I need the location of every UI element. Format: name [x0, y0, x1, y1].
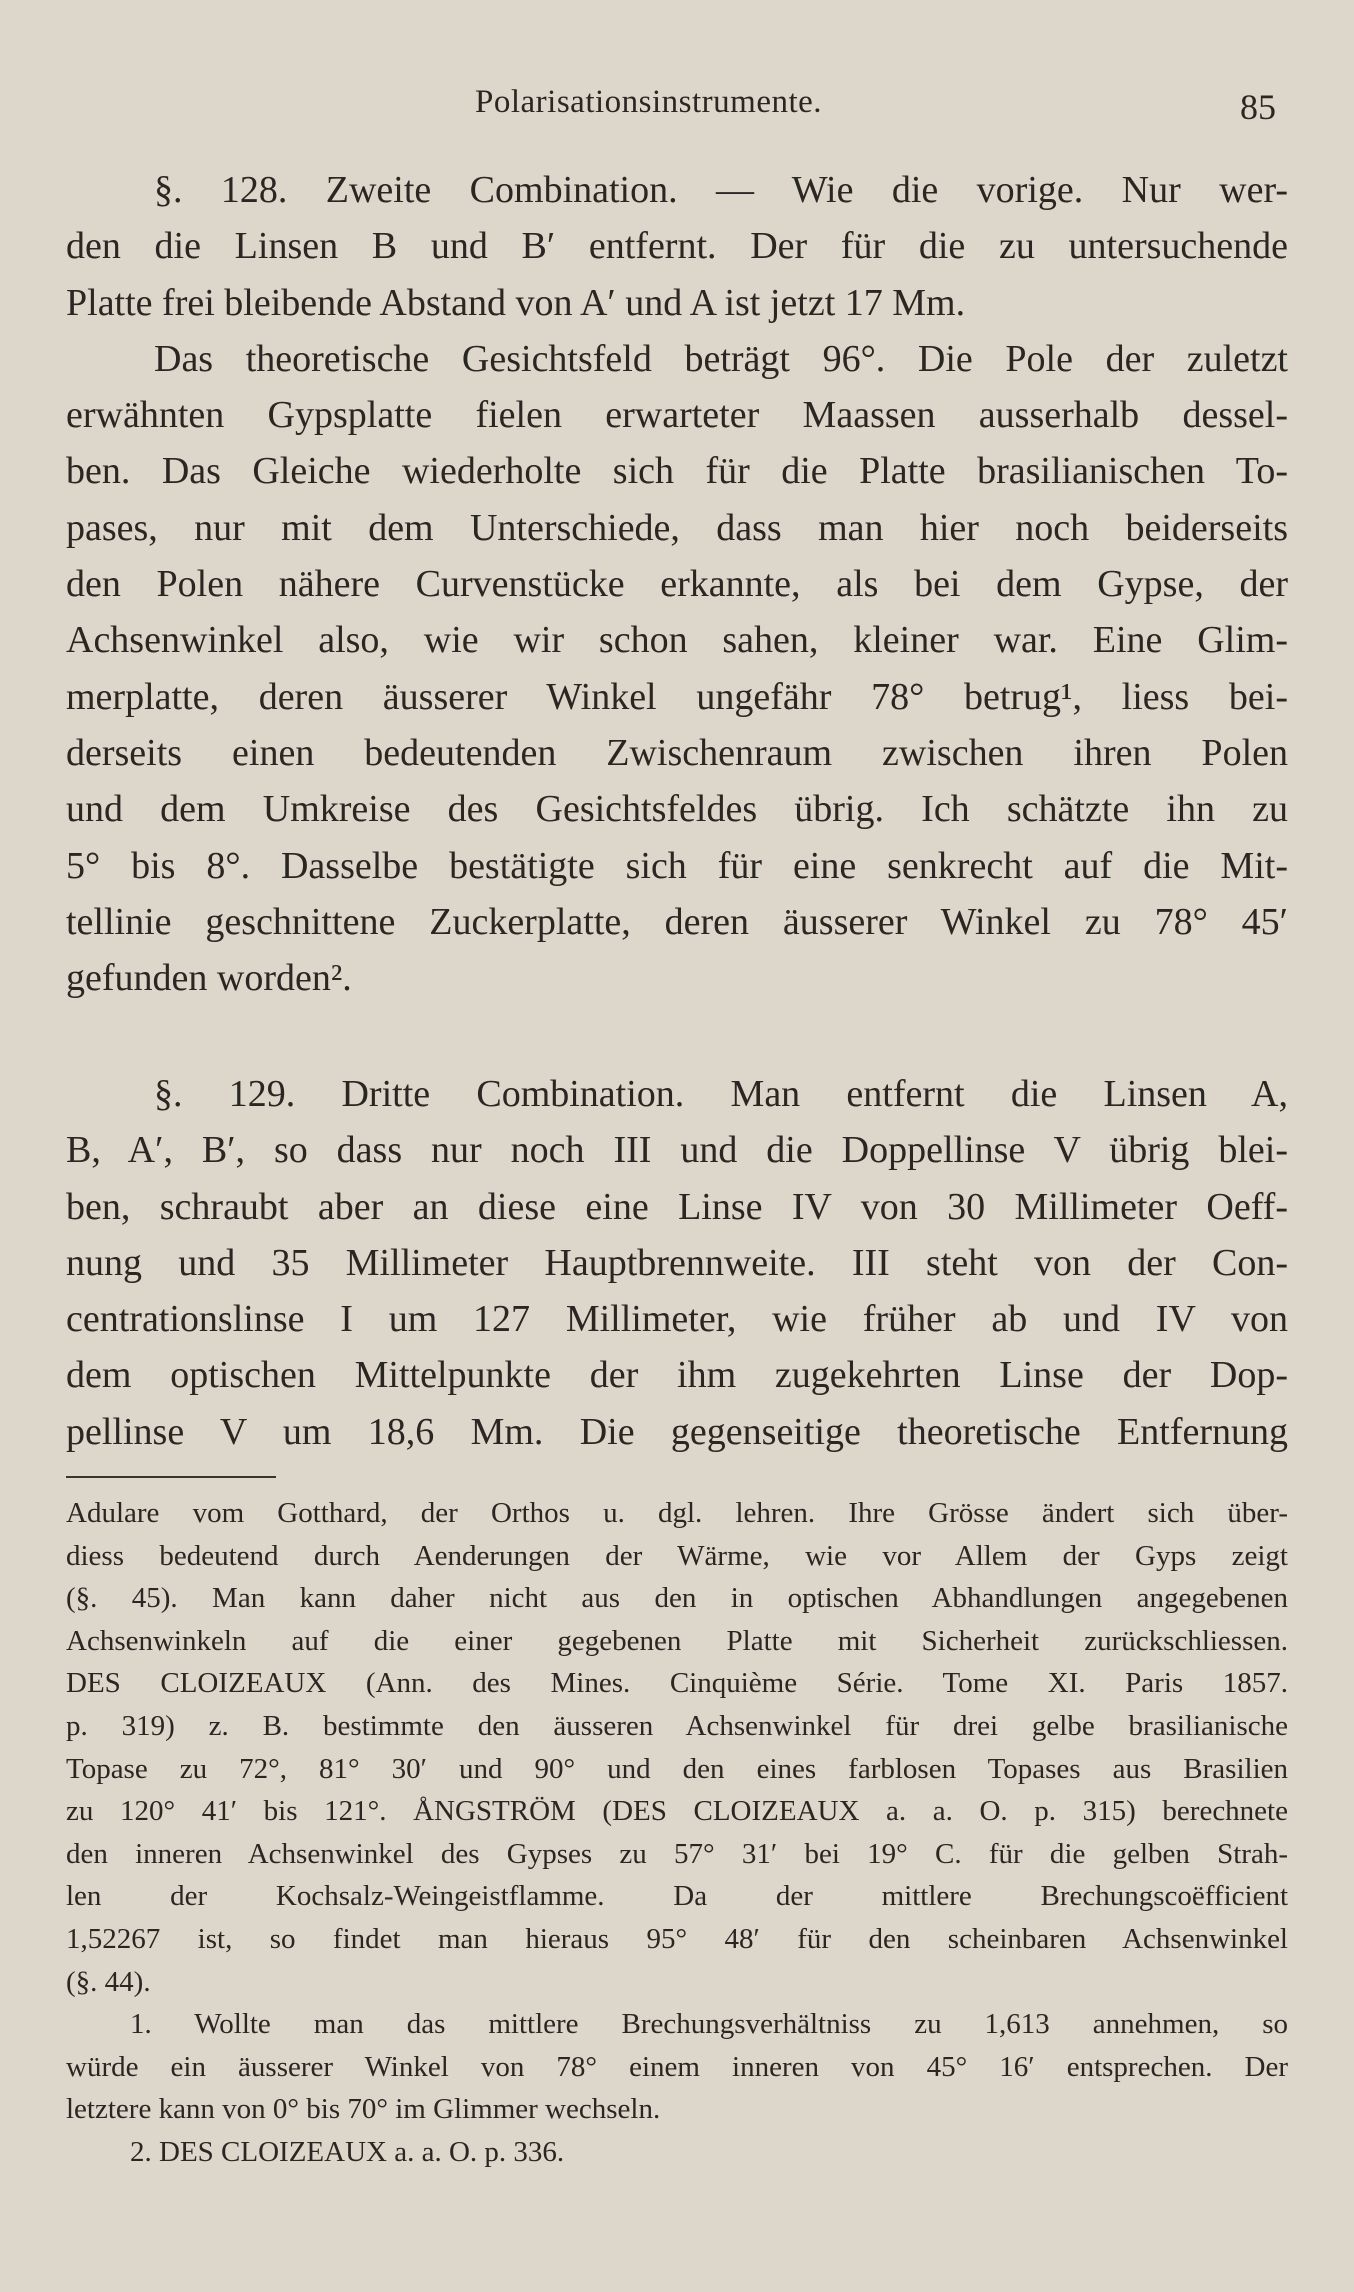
text-line: centrationslinse I um 127 Millimeter, wie früher ab und IV von — [66, 1298, 1288, 1341]
text-line: den Polen nähere Curvenstücke erkannte, als bei dem Gypse, der — [66, 563, 1288, 606]
text-line: den die Linsen B und B′ entfernt. Der für die zu untersuchende — [66, 225, 1288, 268]
text-line: tellinie geschnittene Zuckerplatte, deren äusserer Winkel zu 78° 45′ — [66, 900, 1288, 943]
text-line: gefunden worden². — [66, 957, 352, 1000]
footnote-line: (§. 44). — [66, 1965, 151, 1998]
footnote-line: len der Kochsalz-Weingeistflamme. Da der mittlere Brechungscoëfficient — [66, 1880, 1288, 1913]
text-line: B, A′, B′, so dass nur noch III und die Doppellinse V übrig blei- — [66, 1129, 1288, 1172]
footnotes — [66, 1492, 1288, 2174]
text-line: ben, schraubt aber an diese eine Linse IV von 30 Millimeter Oeff- — [66, 1185, 1288, 1228]
section-129 — [66, 1066, 1288, 1460]
text-line: pellinse V um 18,6 Mm. Die gegenseitige theoretische Entfernung — [66, 1410, 1288, 1453]
text-line: nung und 35 Millimeter Hauptbrennweite. III steht von der Con- — [66, 1241, 1288, 1284]
text-line: §. 129. Dritte Combination. Man entfernt die Linsen A, — [154, 1073, 1288, 1115]
footnote-2: 2. DES CLOIZEAUX a. a. O. p. 336. — [130, 2135, 565, 2168]
footnote-line: DES CLOIZEAUX (Ann. des Mines. Cinquième Série. Tome XI. Paris 1857. — [66, 1667, 1288, 1700]
footnote-line: p. 319) z. B. bestimmte den äusseren Achsenwinkel für drei gelbe brasilianische — [66, 1709, 1288, 1742]
text-line: pases, nur mit dem Unterschiede, dass man hier noch beiderseits — [66, 506, 1288, 549]
section-128 — [66, 162, 1288, 1006]
footnote-line: Adulare vom Gotthard, der Orthos u. dgl. lehren. Ihre Grösse ändert sich über- — [66, 1497, 1288, 1529]
footnote-1: 1. Wollte man das mittlere Brechungsverhältniss zu 1,613 annehmen, so — [130, 2008, 1288, 2041]
text-line: ben. Das Gleiche wiederholte sich für die Platte brasilianischen To- — [66, 450, 1288, 493]
footnote-line: würde ein äusserer Winkel von 78° einem inneren von 45° 16′ entsprechen. Der — [66, 2050, 1288, 2083]
page-number: 85 — [1240, 87, 1276, 127]
footnote-line: diess bedeutend durch Aenderungen der Wärme, wie vor Allem der Gyps zeigt — [66, 1539, 1288, 1572]
footnote-line: 1,52267 ist, so findet man hieraus 95° 48′ für den scheinbaren Achsenwinkel — [66, 1922, 1288, 1955]
text-line: 5° bis 8°. Dasselbe bestätigte sich für eine senkrecht auf die Mit- — [66, 844, 1288, 887]
footnote-line: den inneren Achsenwinkel des Gypses zu 57° 31′ bei 19° C. für die gelben Strah- — [66, 1837, 1288, 1870]
text-line: derseits einen bedeutenden Zwischenraum zwischen ihren Polen — [66, 731, 1288, 774]
text-line: Platte frei bleibende Abstand von A′ und A ist jetzt 17 Mm. — [66, 281, 966, 324]
text-line: merplatte, deren äusserer Winkel ungefähr 78° betrug¹, liess bei- — [66, 675, 1288, 718]
text-line: §. 128. Zweite Combination. — Wie die vorige. Nur wer- — [154, 169, 1288, 211]
footnote-line: Topase zu 72°, 81° 30′ und 90° und den eines farblosen Topases aus Brasilien — [66, 1752, 1288, 1785]
footnote-line: letztere kann von 0° bis 70° im Glimmer wechseln. — [66, 2093, 661, 2126]
header-title: Polarisationsinstrumente. — [475, 84, 823, 120]
footnote-line: zu 120° 41′ bis 121°. ÅNGSTRÖM (DES CLOIZEAUX a. a. O. p. 315) berechnete — [66, 1795, 1288, 1828]
text-line: dem optischen Mittelpunkte der ihm zugekehrten Linse der Dop- — [66, 1354, 1288, 1397]
text-line: erwähnten Gypsplatte fielen erwarteter Maassen ausserhalb dessel- — [66, 394, 1288, 437]
running-header — [0, 78, 1354, 128]
footnote-line: Achsenwinkeln auf die einer gegebenen Platte mit Sicherheit zurückschliessen. — [66, 1624, 1288, 1657]
footnote-divider — [66, 1476, 276, 1478]
text-line: und dem Umkreise des Gesichtsfeldes übrig. Ich schätzte ihn zu — [66, 788, 1288, 831]
text-line: Das theoretische Gesichtsfeld beträgt 96°. Die Pole der zuletzt — [154, 337, 1288, 380]
footnote-line: (§. 45). Man kann daher nicht aus den in optischen Abhandlungen angegebenen — [66, 1582, 1288, 1615]
text-line: Achsenwinkel also, wie wir schon sahen, kleiner war. Eine Glim- — [66, 619, 1288, 662]
